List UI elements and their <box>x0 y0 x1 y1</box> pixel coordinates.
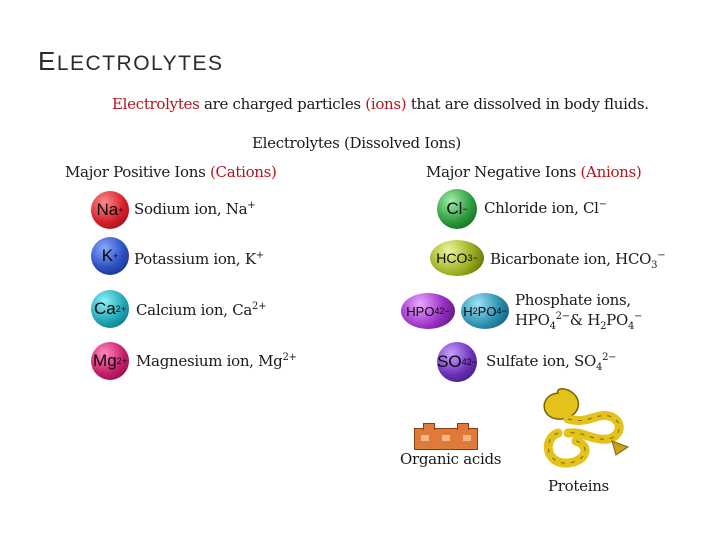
phosphate-ions-formula: $HPO_4^{2-}\&$ $H_2PO_4^-$ <box>515 311 643 332</box>
bicarbonate-ion-label: Bicarbonate ion, $HCO_3^-$ <box>490 250 666 271</box>
page-title: ELECTROLYTES <box>38 46 224 76</box>
cations-heading: Major Positive Ions (Cations) <box>65 163 277 181</box>
intro-term: Electrolytes <box>112 95 200 113</box>
chloride-ion-label: Chloride ion, Cl− <box>484 199 607 217</box>
anions-heading: Major Negative Ions (Anions) <box>426 163 642 181</box>
intro-ions: (ions) <box>365 95 407 113</box>
potassium-ion-label: Potassium ion, K+ <box>134 250 264 268</box>
dihydrogen-phosphate-ball: H 2 PO 4 − <box>461 293 509 329</box>
proteins-label: Proteins <box>548 477 609 495</box>
calcium-ion-ball: Ca 2+ <box>91 290 129 328</box>
calcium-ion-label: Calcium ion, $Ca^{2+}$ <box>136 301 267 319</box>
sodium-ion-label: Sodium ion, Na+ <box>134 200 256 218</box>
chloride-ion-ball: Cl − <box>437 189 477 229</box>
potassium-ion-ball: K + <box>91 237 129 275</box>
sulfate-ion-label: Sulfate ion, $SO_4^{2-}$ <box>486 352 617 373</box>
magnesium-ion-ball: Mg 2+ <box>91 342 129 380</box>
phosphate-ions-label: Phosphate ions, <box>515 291 631 309</box>
magnesium-ion-label: Magnesium ion, $Mg^{2+}$ <box>136 352 297 370</box>
hydrogen-phosphate-ball: HPO 4 2− <box>401 293 455 329</box>
bicarbonate-ion-ball: HCO 3 − <box>430 240 484 276</box>
sodium-ion-ball: Na + <box>91 191 129 229</box>
intro-sentence: Electrolytes are charged particles (ions) that are dissolved in body fluids. <box>112 95 649 113</box>
organic-acid-molecule-icon <box>414 428 478 450</box>
subtitle: Electrolytes (Dissolved Ions) <box>252 134 461 152</box>
organic-acids-label: Organic acids <box>400 450 502 468</box>
protein-ribbon-icon <box>528 381 638 473</box>
sulfate-ion-ball: SO 4 2− <box>437 342 477 382</box>
